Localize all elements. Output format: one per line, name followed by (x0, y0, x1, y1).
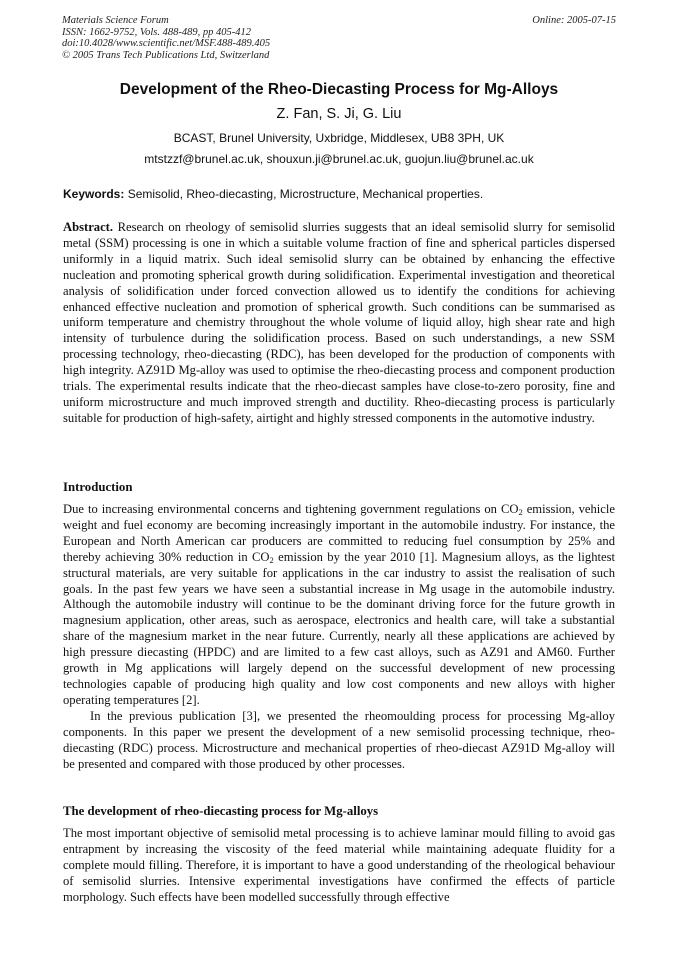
section-heading-development: The development of rheo-diecasting process for Mg-alloys (63, 804, 379, 818)
keywords-text: Semisolid, Rheo-diecasting, Microstructure, Mechanical properties. (127, 187, 484, 201)
keywords (63, 187, 483, 201)
co2-subscript: 2 (269, 554, 274, 565)
journal-header (62, 15, 270, 61)
intro-text-a: Due to increasing environmental concerns and tightening government regulations on CO (63, 502, 519, 516)
abstract-text: Research on rheology of semisolid slurries suggests that an ideal semisolid slurry for semisolid metal (SSM) processing is one in which a suitable volume fraction of fine and spherical particles dispersed uniformly in a liquid matrix. Such ideal semisolid slurry can be obtained by enhancing the effective nucleation and promoting spherical growth during solidification. Experimental investigation and theoretical analysis of solidification under forced convection allowed us to identify the conditions for achieving enhanced effective nucleation and promotion of spherical growth. Such conditions can be summarised as uniform temperature and chemistry throughout the whole volume of liquid alloy, high shear rate and high intensity of turbulence during the solidification process. Based on such understandings, a new SSM processing technology, rheo-diecasting (RDC), has been developed for the production of components with high integrity. AZ91D Mg-alloy was used to optimise the rheo-diecasting process and component production trials. The experimental results indicate that the rheo-diecast samples have close-to-zero porosity, fine and uniform microstructure and much improved strength and ductility. Rheo-diecasting process is particularly suitable for production of high-safety, airtight and highly stressed components in the automotive industry. (63, 220, 615, 425)
keywords-label: Keywords: (63, 187, 125, 201)
introduction-body (63, 502, 615, 772)
abstract-label: Abstract. (63, 220, 114, 234)
abstract (63, 220, 615, 427)
introduction-paragraph-2: In the previous publication [3], we presented the rheomoulding process for processing Mg-alloy components. In this paper we present the development of a new semisolid processing technique, rheo-diecasting (RDC) process. Microstructure and mechanical properties of rheo-diecast AZ91D Mg-alloy will be presented and compared with those produced by other processes. (63, 708, 615, 771)
intro-text-b: emission, vehicle weight and fuel economy are becoming increasingly important in the automobile industry. For instance, the European and North American car producers are committed to reducing fuel consumption by 25% and thereby achieving 30% reduction in CO (63, 502, 615, 564)
affiliation: BCAST, Brunel University, Uxbridge, Middlesex, UB8 3PH, UK (173, 131, 505, 145)
author-list: Z. Fan, S. Ji, G. Liu (276, 106, 402, 122)
co2-subscript: 2 (518, 507, 523, 517)
development-paragraph-1: The most important objective of semisolid metal processing is to achieve laminar mould filling to avoid gas entrapment by increasing the viscosity of the feed material while maintaining adequate fluidity for a complete mould filling. Therefore, it is important to have a good understanding of the rheological behaviour of semisolid slurries. Intensive experimental investigations have confirmed the effects of particle morphology. Such effects have been modelled successfully through effective (63, 826, 615, 904)
journal-name: Materials Science Forum (62, 15, 169, 26)
doi-line: doi:10.4028/www.scientific.net/MSF.488-489.405 (62, 38, 271, 49)
online-date: Online: 2005-07-15 (532, 15, 616, 26)
paper-title: Development of the Rheo-Diecasting Process for Mg-Alloys (119, 81, 559, 98)
author-emails: mtstzzf@brunel.ac.uk, shouxun.ji@brunel.ac.uk, guojun.liu@brunel.ac.uk (144, 152, 534, 166)
section-heading-introduction: Introduction (63, 480, 133, 494)
issn-line: ISSN: 1662-9752, Vols. 488-489, pp 405-412 (62, 26, 251, 38)
intro-text-c: emission by the year 2010 [1]. Magnesium alloys, as the lightest structural materials, are very suitable for applications in the car industry to assist the realisation of such goals. In the past few years we have seen a substantial increase in Mg usage in the automobile industry. Although the automobile industry will continue to be the dominant driving force for the future growth in magnesium application, other areas, such as aerospace, electronics and health care, will take a substantial share of the magnesium market in the near future. Currently, nearly all these applications are achieved by high pressure diecasting (HPDC) and are limited to a few cast alloys, such as AZ91 and AM60. Further growth in Mg applications will largely depend on the successful development of new processing technologies capable of producing high quality and low cost components and new alloys with higher operating temperatures [2]. (63, 549, 615, 707)
introduction-paragraph-1 (63, 502, 615, 709)
copyright-line: © 2005 Trans Tech Publications Ltd, Switzerland (62, 49, 270, 61)
